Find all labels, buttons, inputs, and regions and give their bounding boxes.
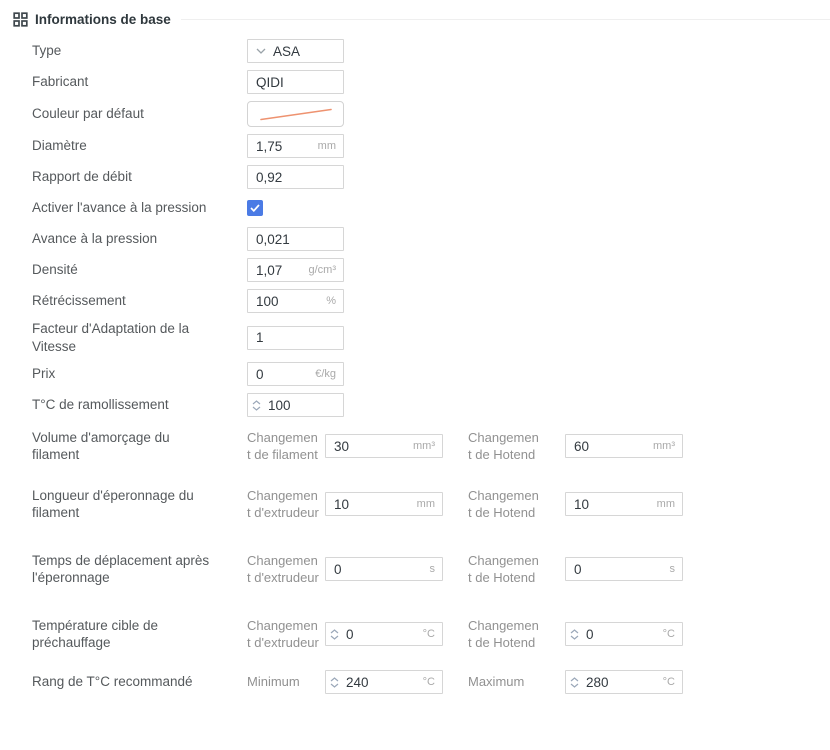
volume-filament-sublabel: Changement de filament xyxy=(247,429,318,463)
rang-minimum-input[interactable] xyxy=(342,671,442,693)
spin-down-button[interactable] xyxy=(252,406,261,411)
spin-down-button[interactable] xyxy=(570,683,579,688)
volume-filament-field-box xyxy=(325,434,443,458)
longueur-extrudeur-sublabel: Changement d'extrudeur xyxy=(247,487,319,521)
row-ramollissement xyxy=(32,393,830,417)
fabricant-input[interactable] xyxy=(248,71,343,93)
spin-up-button[interactable] xyxy=(330,677,339,682)
couleur-label: Couleur par défaut xyxy=(32,106,144,122)
temps-extrudeur-unit: s xyxy=(429,563,435,576)
section-divider xyxy=(181,19,830,20)
rang-minimum-sublabel: Minimum xyxy=(247,674,300,690)
longueur-hotend-input[interactable] xyxy=(566,493,682,515)
temps-extrudeur-input[interactable] xyxy=(326,558,442,580)
pressure-advance-checkbox[interactable] xyxy=(247,200,263,216)
row-facteur-vitesse xyxy=(32,320,830,355)
rang-maximum-unit: °C xyxy=(662,676,675,689)
facteur-vitesse-input[interactable] xyxy=(248,327,343,349)
row-densite xyxy=(32,258,830,282)
retrecissement-unit: % xyxy=(326,295,336,307)
volume-hotend-sublabel: Changement de Hotend xyxy=(468,429,539,463)
longueur-extrudeur-input[interactable] xyxy=(326,493,442,515)
row-longueur-eperonnage xyxy=(32,475,830,533)
diametre-field-box xyxy=(247,134,344,158)
diametre-label: Diamètre xyxy=(32,138,87,154)
volume-filament-unit: mm³ xyxy=(413,440,435,453)
rang-maximum-spinner-box xyxy=(565,670,683,694)
diametre-unit: mm xyxy=(317,140,336,152)
spin-up-button[interactable] xyxy=(570,677,579,682)
ramollissement-label: T°C de ramollissement xyxy=(32,397,169,413)
section-title: Informations de base xyxy=(35,12,171,27)
longueur-hotend-unit: mm xyxy=(656,498,675,511)
prechauffage-extrudeur-sublabel: Changement d'extrudeur xyxy=(247,617,319,651)
check-icon xyxy=(250,204,260,212)
densite-field-box xyxy=(247,258,344,282)
row-rang-temperature xyxy=(32,670,830,694)
prix-label: Prix xyxy=(32,366,56,382)
prechauffage-hotend-sublabel: Changement de Hotend xyxy=(468,617,539,651)
spin-up-button[interactable] xyxy=(252,400,261,405)
fabricant-label: Fabricant xyxy=(32,74,89,90)
spinner-controls xyxy=(566,623,582,645)
retrecissement-label: Rétrécissement xyxy=(32,293,126,309)
spinner-controls xyxy=(566,671,582,693)
avance-pression-label: Avance à la pression xyxy=(32,231,158,247)
temps-hotend-input[interactable] xyxy=(566,558,682,580)
row-volume-amorcage xyxy=(32,424,830,468)
longueur-extrudeur-unit: mm xyxy=(416,498,435,511)
type-label: Type xyxy=(32,43,62,59)
temps-extrudeur-sublabel: Changement d'extrudeur xyxy=(247,552,319,586)
rapport-debit-field-box xyxy=(247,165,344,189)
row-fabricant xyxy=(32,70,830,94)
retrecissement-input[interactable] xyxy=(248,290,343,312)
row-type xyxy=(32,39,830,63)
retrecissement-field-box xyxy=(247,289,344,313)
row-temperature-prechauffage xyxy=(32,605,830,663)
spinner-controls xyxy=(326,623,342,645)
avance-pression-field-box xyxy=(247,227,344,251)
rang-minimum-spinner-box xyxy=(325,670,443,694)
longueur-hotend-field-box xyxy=(565,492,683,516)
prechauffage-hotend-unit: °C xyxy=(662,628,675,641)
rang-maximum-input[interactable] xyxy=(582,671,682,693)
ramollissement-spinner-box xyxy=(247,393,344,417)
prix-unit: €/kg xyxy=(315,368,336,381)
rapport-debit-label: Rapport de débit xyxy=(32,169,132,185)
densite-unit: g/cm³ xyxy=(308,264,336,276)
avance-pression-input[interactable] xyxy=(248,228,343,250)
facteur-vitesse-field-box xyxy=(247,326,344,350)
prechauffage-extrudeur-input[interactable] xyxy=(342,623,442,645)
row-diametre xyxy=(32,134,830,158)
fabricant-field-box xyxy=(247,70,344,94)
temps-deplacement-label: Temps de déplacement après l'éperonnage xyxy=(32,552,210,586)
prechauffage-extrudeur-unit: °C xyxy=(422,628,435,641)
spin-down-button[interactable] xyxy=(330,635,339,640)
row-prix xyxy=(32,362,830,386)
row-retrecissement xyxy=(32,289,830,313)
spinner-controls xyxy=(326,671,342,693)
volume-hotend-input[interactable] xyxy=(566,435,682,457)
prix-input[interactable] xyxy=(248,363,343,385)
temps-hotend-field-box xyxy=(565,557,683,581)
ramollissement-input[interactable] xyxy=(264,394,343,416)
type-select-value: ASA xyxy=(273,43,301,59)
temps-hotend-unit: s xyxy=(669,563,675,576)
longueur-eperonnage-label: Longueur d'éperonnage du filament xyxy=(32,487,194,521)
color-line-icon xyxy=(253,104,339,124)
volume-amorcage-label: Volume d'amorçage du filament xyxy=(32,429,170,463)
prix-field-box xyxy=(247,362,344,386)
spinner-controls xyxy=(248,394,264,416)
row-rapport-debit xyxy=(32,165,830,189)
temperature-prechauffage-label: Température cible de préchauffage xyxy=(32,617,159,651)
spin-up-button[interactable] xyxy=(330,629,339,634)
chevron-down-icon xyxy=(256,48,266,54)
type-select[interactable] xyxy=(247,39,344,63)
densite-input[interactable] xyxy=(248,259,343,281)
prechauffage-hotend-spinner-box xyxy=(565,622,683,646)
volume-hotend-field-box xyxy=(565,434,683,458)
prechauffage-extrudeur-spinner-box xyxy=(325,622,443,646)
default-color-swatch[interactable] xyxy=(247,101,344,127)
section-header xyxy=(13,12,830,27)
temps-hotend-sublabel: Changement de Hotend xyxy=(468,552,539,586)
temps-extrudeur-field-box xyxy=(325,557,443,581)
spin-down-button[interactable] xyxy=(570,635,579,640)
prechauffage-hotend-input[interactable] xyxy=(582,623,682,645)
rang-temperature-label: Rang de T°C recommandé xyxy=(32,674,193,690)
longueur-hotend-sublabel: Changement de Hotend xyxy=(468,487,539,521)
row-activer-avance xyxy=(32,196,830,220)
volume-hotend-unit: mm³ xyxy=(653,440,675,453)
activer-avance-label: Activer l'avance à la pression xyxy=(32,200,207,216)
row-avance-pression xyxy=(32,227,830,251)
rang-maximum-sublabel: Maximum xyxy=(468,674,525,690)
densite-label: Densité xyxy=(32,262,78,278)
grid-icon xyxy=(13,12,28,27)
spin-up-button[interactable] xyxy=(570,629,579,634)
longueur-extrudeur-field-box xyxy=(325,492,443,516)
rapport-debit-input[interactable] xyxy=(248,166,343,188)
rang-minimum-unit: °C xyxy=(422,676,435,689)
diametre-input[interactable] xyxy=(248,135,343,157)
facteur-vitesse-label: Facteur d'Adaptation de la Vitesse xyxy=(32,321,190,354)
row-temps-deplacement xyxy=(32,540,830,598)
row-couleur xyxy=(32,101,830,127)
volume-filament-input[interactable] xyxy=(326,435,442,457)
spin-down-button[interactable] xyxy=(330,683,339,688)
